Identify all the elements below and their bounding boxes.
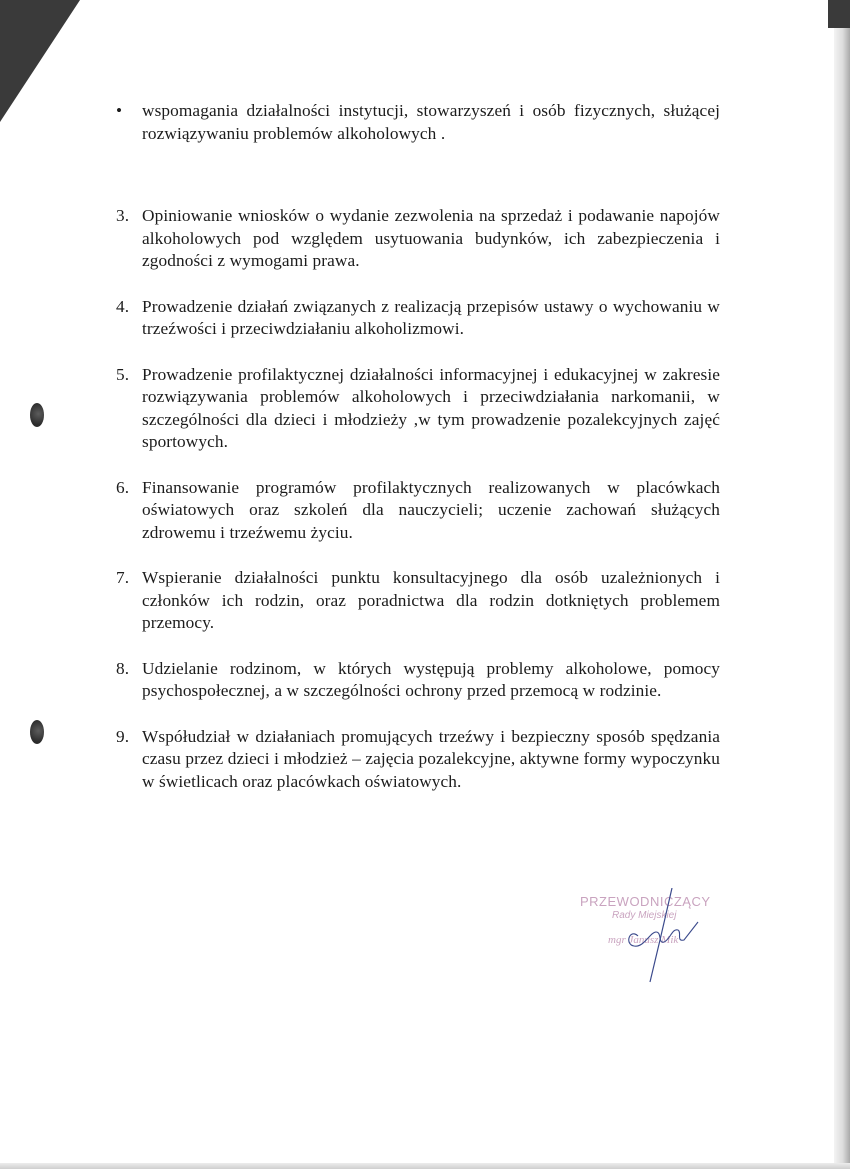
list-item-4 xyxy=(110,296,720,341)
list-text: Współudział w działaniach promujących trzeźwy i bezpieczny sposób spędzania czasu przez dzieci i młodzież – zajęcia pozalekcyjne, aktywne formy wypoczynku w świetlicach oraz placówkach oświatowych. xyxy=(142,726,720,791)
punch-hole-bottom xyxy=(30,720,44,744)
list-item-7 xyxy=(110,567,720,635)
handwritten-signature xyxy=(572,888,732,988)
list-number: 3. xyxy=(116,206,130,225)
list-text: Finansowanie programów profilaktycznych realizowanych w placówkach oświatowych oraz szkoleń dla nauczycieli; uczenie zachowań służących zdrowemu i trzeźwemu życiu. xyxy=(142,477,720,542)
page-bottom-edge xyxy=(0,1163,850,1169)
page-corner-fold xyxy=(0,0,80,122)
list-number: 6. xyxy=(116,477,130,497)
list-number: 5. xyxy=(116,364,130,384)
list-item-9 xyxy=(110,726,720,794)
bullet-item xyxy=(110,100,720,145)
page-right-edge-shadow xyxy=(828,0,850,28)
list-text: Opiniowanie wniosków o wydanie zezwolenia na sprzedaż i podawanie napojów alkoholowych pod względem usytuowania budynków, ich zabezpieczenia i zgodności z wymogami prawa. xyxy=(142,206,720,270)
page-right-edge xyxy=(834,0,850,1169)
list-number: 7. xyxy=(116,568,130,587)
stamp-title: PRZEWODNICZĄCY xyxy=(580,894,711,909)
punch-hole-top xyxy=(30,403,44,427)
document-body xyxy=(110,100,720,793)
bullet-marker: • xyxy=(116,101,123,120)
list-number: 9. xyxy=(116,726,130,746)
list-item-5 xyxy=(110,364,720,454)
list-text: Udzielanie rodzinom, w których występują problemy alkoholowe, pomocy psychospołecznej, a w szczególności ochrony przed przemocą w rodzinie. xyxy=(142,658,720,700)
list-item-3 xyxy=(110,205,720,273)
list-text: Prowadzenie profilaktycznej działalności informacyjnej i edukacyjnej w zakresie rozwiązywania problemów alkoholowych i przeciwdziałania narkomanii, w szczególności dla dzieci i młodzieży ,w tym prowadzenie pozalekcyjnych zajęć sportowych. xyxy=(142,364,720,451)
stamp-subtitle: Rady Miejskiej xyxy=(612,910,677,921)
stamp-name: mgr Janusz Mik xyxy=(608,934,679,946)
list-text: Wspieranie działalności punktu konsultacyjnego dla osób uzależnionych i członków ich rodzin, oraz poradnictwa dla rodzin dotkniętych problemem przemocy. xyxy=(142,568,720,632)
list-number: 4. xyxy=(116,296,130,316)
list-item-6 xyxy=(110,477,720,545)
bullet-text: wspomagania działalności instytucji, stowarzyszeń i osób fizycznych, służącej rozwiązywaniu problemów alkoholowych . xyxy=(142,101,720,143)
list-text: Prowadzenie działań związanych z realizacją przepisów ustawy o wychowaniu w trzeźwości i przeciwdziałaniu alkoholizmowi. xyxy=(142,296,720,338)
signature-stamp xyxy=(572,888,732,988)
list-item-8 xyxy=(110,658,720,703)
list-number: 8. xyxy=(116,658,130,678)
